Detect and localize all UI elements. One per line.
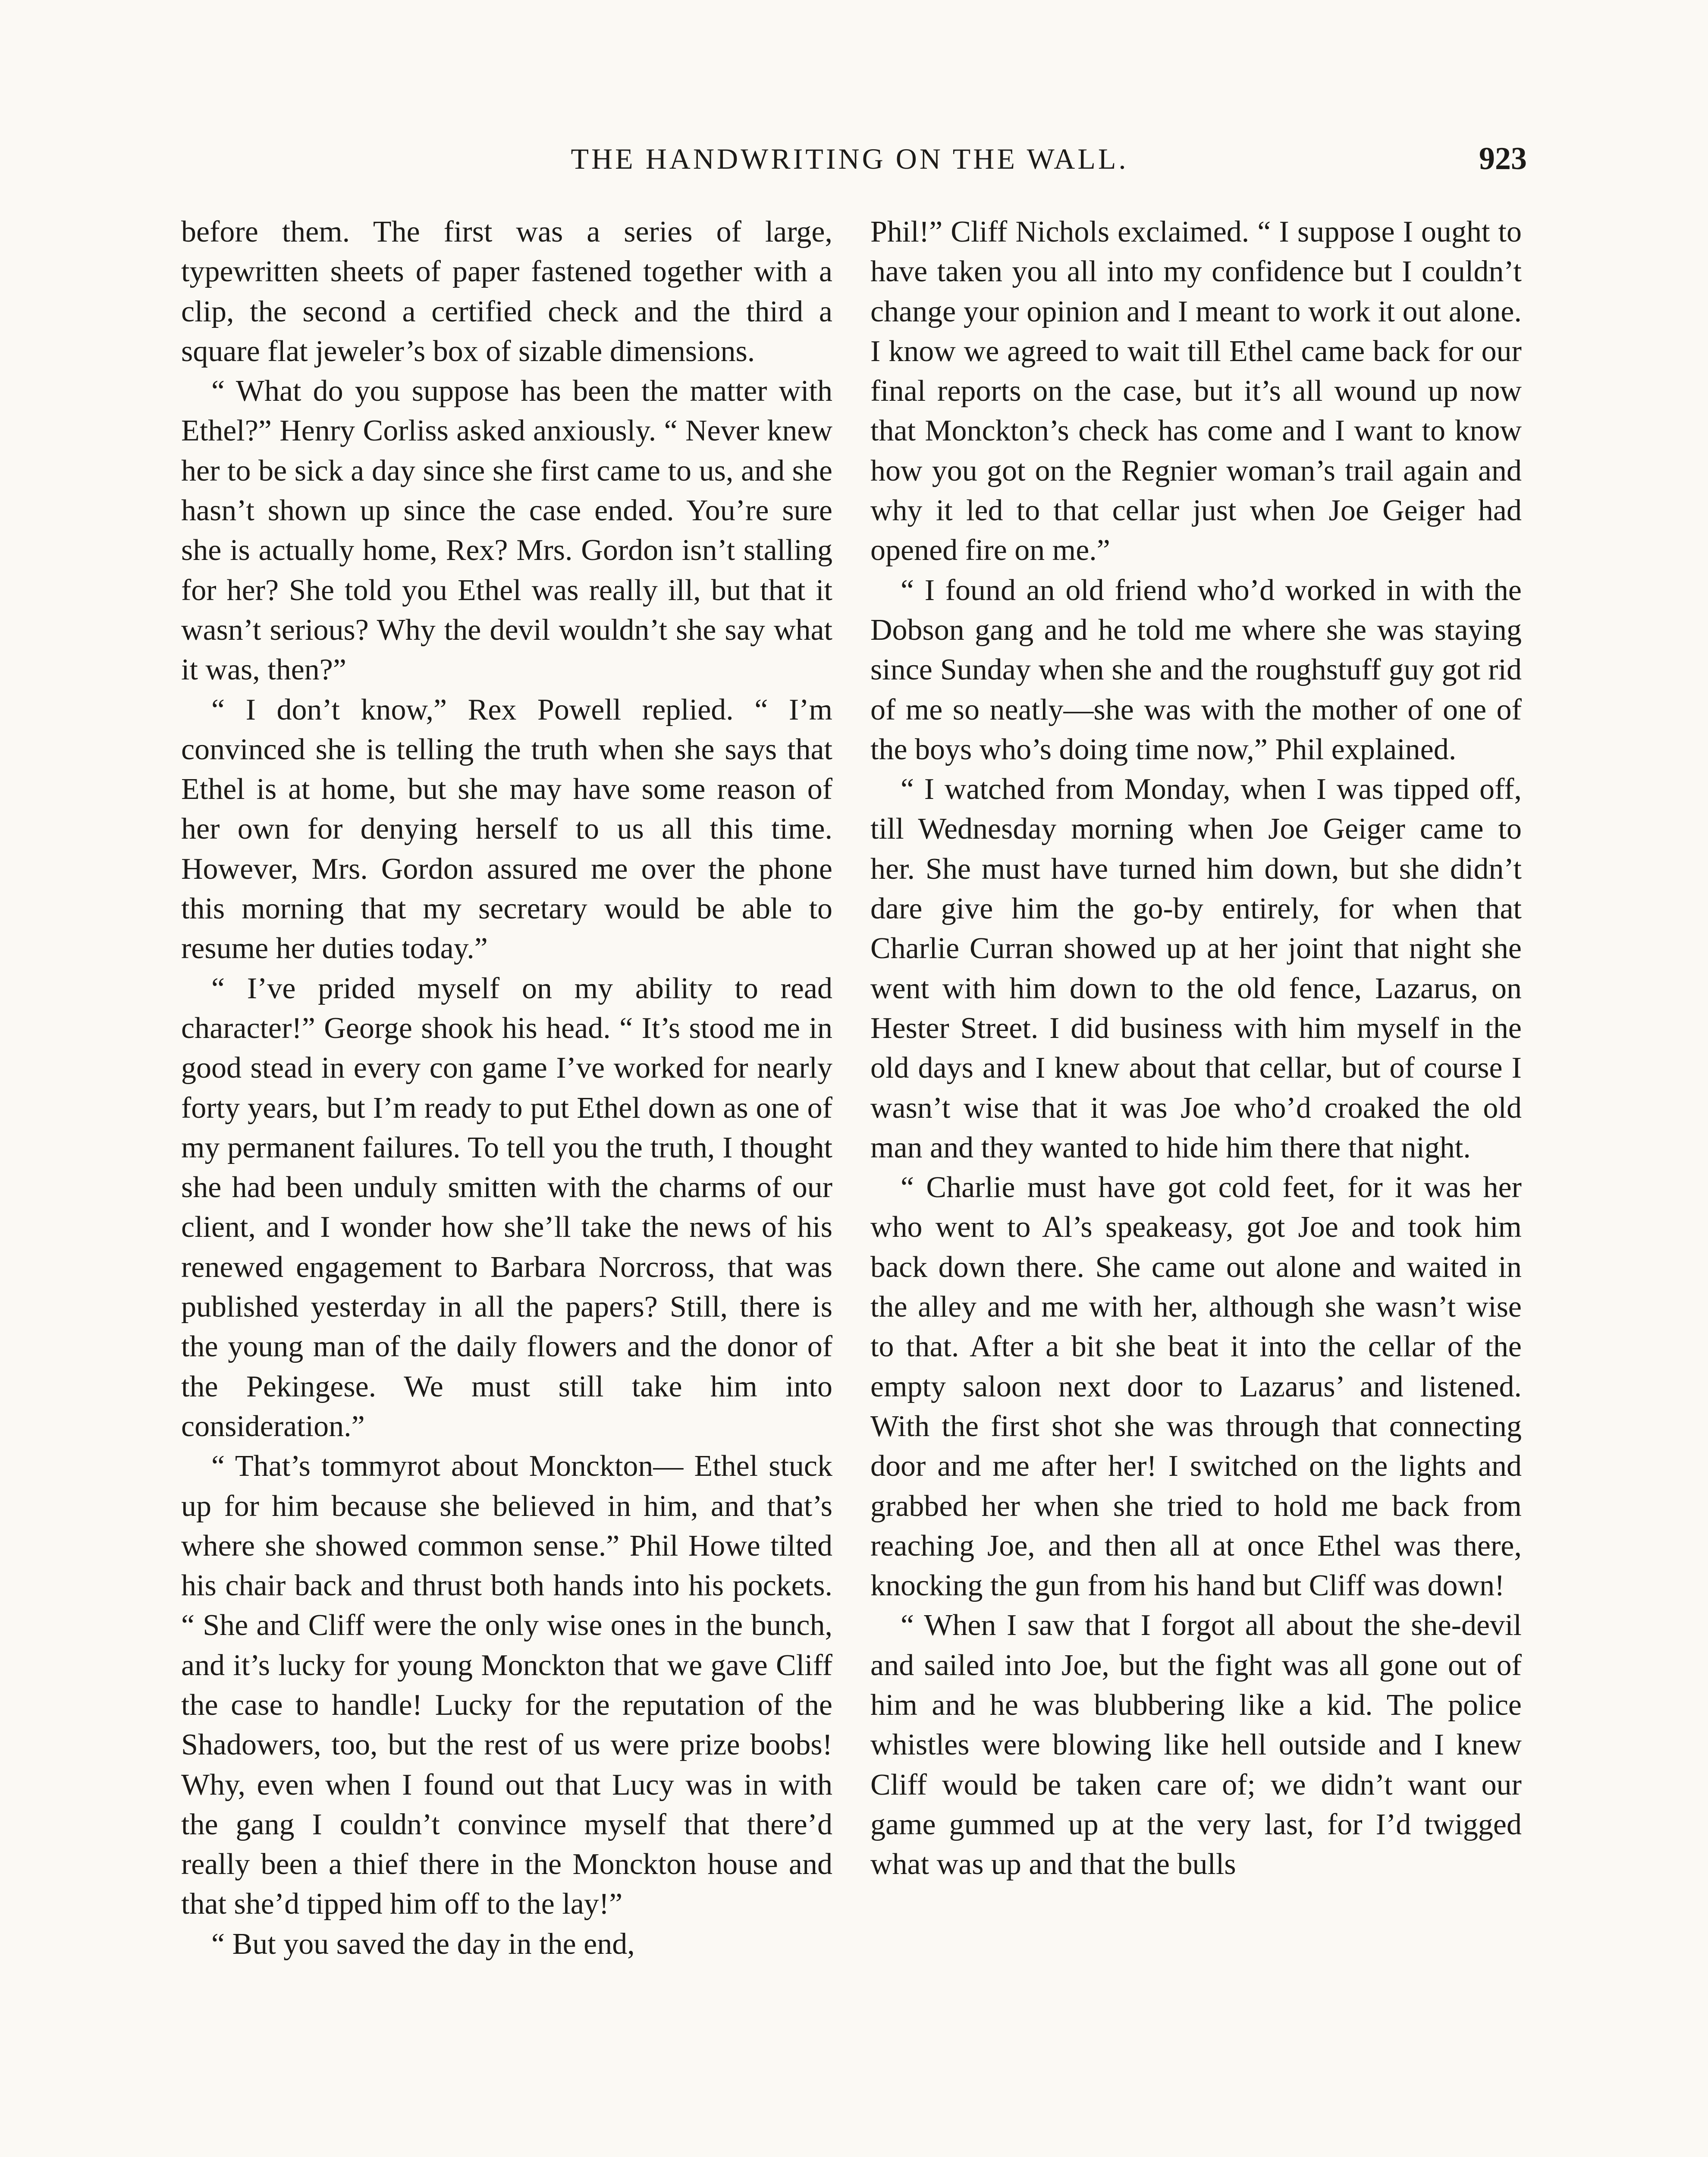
- paragraph: before them. The first was a series of large, typewritten sheets of paper fastened together with a clip, the second a certified check and the third a square flat jeweler’s box of sizable dimensions.: [181, 215, 832, 368]
- paragraph: “ I’ve prided myself on my ability to read character!” George shook his head. “ It’s stood me in good stead in every con game I’ve worked for nearly forty years, but I’m ready to put Ethel down as one of my permanent failures. To tell you the truth, I thought she had been unduly smitten with the charms of our client, and I wonder how she’ll take the news of his renewed engagement to Barbara Norcross, that was published yesterday in all the papers? Still, there is the young man of the daily flowers and the donor of the Pekingese. We must still take him into consideration.”: [181, 972, 832, 1443]
- paragraph: Phil!” Cliff Nichols exclaimed. “ I suppose I ought to have taken you all into my confidence but I couldn’t change your opinion and I meant to work it out alone. I know we agreed to wait till Ethel came back for our final reports on the case, but it’s all wound up now that Monckton’s check has come and I want to know how you got on the Regnier woman’s trail again and why it led to that cellar just when Joe Geiger had opened fire on me.”: [870, 215, 1522, 567]
- paragraph: “ When I saw that I forgot all about the she-devil and sailed into Joe, but the fight was all gone out of him and he was blubbering like a kid. The police whistles were blowing like hell outside and I knew Cliff would be taken care of; we didn’t want our game gummed up at the very last, for I’d twigged what was up and that the bulls: [870, 1609, 1522, 1881]
- paragraph: “ I don’t know,” Rex Powell replied. “ I’m convinced she is telling the truth when she says that Ethel is at home, but she may have some reason of her own for denying herself to us all this time. However, Mrs. Gordon assured me over the phone this morning that my secretary would be able to resume her duties today.”: [181, 693, 832, 965]
- paragraph: “ Charlie must have got cold feet, for it was her who went to Al’s speakeasy, got Joe and took him back down there. She came out alone and waited in the alley and me with her, although she wasn’t wise to that. After a bit she beat it into the cellar of the empty saloon next door to Lazarus’ and listened. With the first shot she was through that connecting door and me after her! I switched on the lights and grabbed her when she tried to hold me back from reaching Joe, and then all at once Ethel was there, knocking the gun from his hand but Cliff was down!: [870, 1171, 1522, 1603]
- paragraph: “ I found an old friend who’d worked in with the Dobson gang and he told me where she was staying since Sunday when she and the roughstuff guy got rid of me so neatly—she was with the mother of one of the boys who’s doing time now,” Phil explained.: [870, 573, 1522, 766]
- paragraph: “ That’s tommyrot about Monckton— Ethel stuck up for him because she believed in him, and that’s where she showed common sense.” Phil Howe tilted his chair back and thrust both hands into his pockets. “ She and Cliff were the only wise ones in the bunch, and it’s lucky for young Monckton that we gave Cliff the case to handle! Lucky for the reputation of the Shadowers, too, but the rest of us were prize boobs! Why, even when I found out that Lucy was in with the gang I couldn’t convince myself that there’d really been a thief there in the Monckton house and that she’d tipped him off to the lay!”: [181, 1450, 832, 1921]
- paragraph: “ What do you suppose has been the matter with Ethel?” Henry Corliss asked anxiously. “ Never knew her to be sick a day since she first came to us, and she hasn’t shown up since the case ended. You’re sure she is actually home, Rex? Mrs. Gordon isn’t stalling for her? She told you Ethel was really ill, but that it wasn’t serious? Why the devil wouldn’t she say what it was, then?”: [181, 374, 832, 687]
- running-head: [173, 137, 1527, 180]
- page-number: 923: [1479, 141, 1527, 176]
- paragraph: “ But you saved the day in the end,: [211, 1927, 635, 1961]
- left-column: [181, 212, 832, 2157]
- running-title: THE HANDWRITING ON THE WALL.: [571, 142, 1129, 175]
- right-column: [870, 212, 1522, 2157]
- paragraph: “ I watched from Monday, when I was tipped off, till Wednesday morning when Joe Geiger came to her. She must have turned him down, but she didn’t dare give him the go-by entirely, for when that Charlie Curran showed up at her joint that night she went with him down to the old fence, Lazarus, on Hester Street. I did business with him myself in the old days and I knew about that cellar, but of course I wasn’t wise that it was Joe who’d croaked the old man and they wanted to hide him there that night.: [870, 773, 1522, 1164]
